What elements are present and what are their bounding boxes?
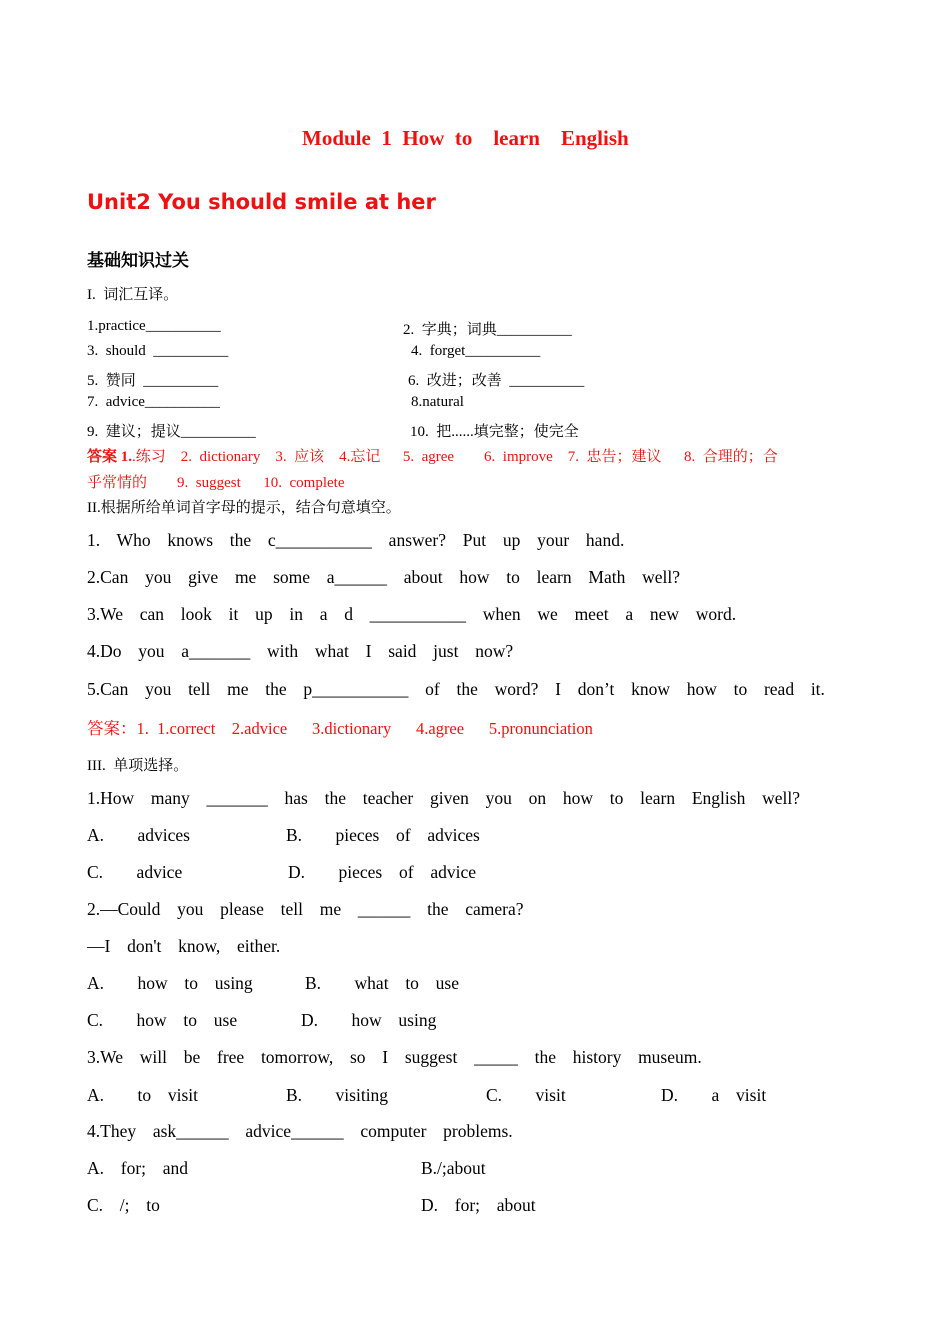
option-d: D. for; about <box>421 1195 536 1215</box>
unit-title: Unit2 You should smile at her <box>87 190 436 214</box>
vocab-item: 9. 建议；提议__________ <box>87 424 256 440</box>
question-1-stem: 1.How many _______ has the teacher given you on how to learn English well? <box>87 788 800 808</box>
vocab-item: 10. 把......填完整；使完全 <box>410 424 579 440</box>
option-a: A. for; and <box>87 1158 189 1178</box>
option-d: D. pieces of advice <box>288 862 476 882</box>
fill-item: 5.Can you tell me the p___________ of the word? I don’t know how to read it. <box>87 679 825 699</box>
option-b: B. pieces of advices <box>286 825 480 845</box>
option-c: C. advice <box>87 862 183 882</box>
fill-item: 4.Do you a_______ with what I said just now? <box>87 641 514 661</box>
answer-text: .练习 2. dictionary 3. 应该 4.忘记 5. agree 6. improve 7. 忠告；建议 8. 合理的；合 <box>132 449 778 465</box>
fill-item: 2.Can you give me some a______ about how to learn Math well? <box>87 567 680 587</box>
part3-heading: III. 单项选择。 <box>87 758 189 774</box>
option-a: A. how to using <box>87 973 253 993</box>
option-d: D. how using <box>301 1010 437 1030</box>
fill-item: 3.We can look it up in a d ___________ when we meet a new word. <box>87 604 737 624</box>
question-2-reply: —I don't know, either. <box>87 936 281 956</box>
part1-heading: I. 词汇互译。 <box>87 287 179 303</box>
option-a: A. to visit <box>87 1085 199 1105</box>
part1-answer-line2: 乎常情的 9. suggest 10. complete <box>87 475 345 491</box>
part2-heading: II.根据所给单词首字母的提示，结合句意填空。 <box>87 500 401 516</box>
question-2-stem: 2.—Could you please tell me ______ the camera? <box>87 899 524 919</box>
option-c: C. visit <box>486 1085 566 1105</box>
option-b: B. visiting <box>286 1085 389 1105</box>
vocab-item: 5. 赞同 __________ <box>87 373 219 389</box>
vocab-item: 6. 改进；改善 __________ <box>408 373 585 389</box>
option-a: A. advices <box>87 825 190 845</box>
section-heading: 基础知识过关 <box>87 251 189 271</box>
fill-item: 1. Who knows the c___________ answer? Put up your hand. <box>87 530 625 550</box>
option-c: C. /; to <box>87 1195 160 1215</box>
part1-answer-line1 <box>87 445 778 466</box>
vocab-item: 4. forget__________ <box>411 343 541 359</box>
question-3-stem: 3.We will be free tomorrow, so I suggest _____ the history museum. <box>87 1047 702 1067</box>
question-4-stem: 4.They ask______ advice______ computer problems. <box>87 1121 513 1141</box>
vocab-item: 1.practice__________ <box>87 318 221 334</box>
vocab-item: 2. 字典；词典__________ <box>403 322 572 338</box>
module-title: Module 1 How to learn English <box>302 126 629 150</box>
vocab-item: 8.natural <box>411 394 464 410</box>
option-d: D. a visit <box>661 1085 767 1105</box>
answer-label: 答案 1. <box>87 449 133 465</box>
option-c: C. how to use <box>87 1010 238 1030</box>
option-b: B. what to use <box>305 973 460 993</box>
vocab-item: 7. advice__________ <box>87 394 220 410</box>
part2-answer: 答案：1. 1.correct 2.advice 3.dictionary 4.agree 5.pronunciation <box>87 719 593 738</box>
option-b: B./;about <box>421 1158 486 1178</box>
vocab-item: 3. should __________ <box>87 343 229 359</box>
